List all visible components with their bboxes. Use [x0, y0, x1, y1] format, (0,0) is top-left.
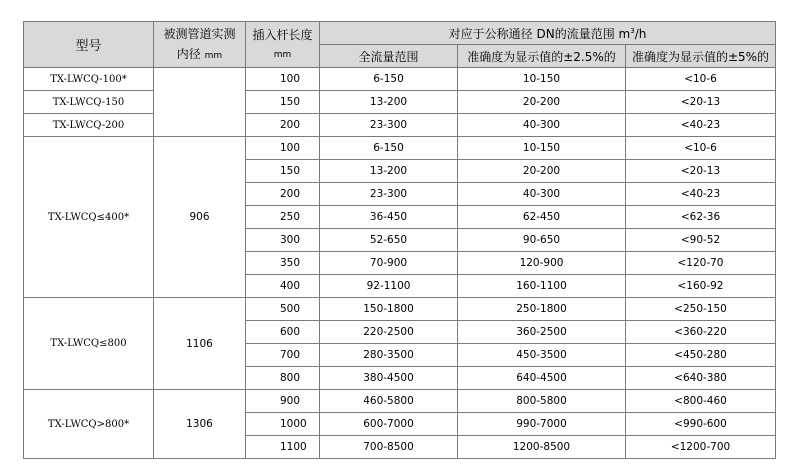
- range-25-cell: 120-900: [458, 252, 626, 275]
- header-insert-unit: mm: [273, 49, 292, 60]
- diameter-cell: 200: [246, 183, 320, 206]
- range-25-cell: 10-150: [458, 68, 626, 91]
- insert-length-cell: 906: [154, 137, 246, 298]
- range-25-cell: 250-1800: [458, 298, 626, 321]
- diameter-cell: 150: [246, 91, 320, 114]
- range-25-cell: 90-650: [458, 229, 626, 252]
- header-full-range-label: 全流量范围: [358, 49, 419, 64]
- range-5-cell: <640-380: [626, 367, 776, 390]
- diameter-cell: 1100: [246, 436, 320, 459]
- header-full-range: [320, 45, 458, 68]
- header-model: [24, 22, 154, 68]
- table-row: [24, 91, 776, 114]
- range-5-cell: <20-13: [626, 160, 776, 183]
- full-range-cell: 460-5800: [320, 390, 458, 413]
- range-5-cell: <120-70: [626, 252, 776, 275]
- table-body: [24, 68, 776, 459]
- table-row: [24, 114, 776, 137]
- range-25-cell: 10-150: [458, 137, 626, 160]
- range-5-cell: <10-6: [626, 137, 776, 160]
- full-range-cell: 600-7000: [320, 413, 458, 436]
- header-insert-line1: 插入杆长度: [252, 27, 313, 42]
- full-range-cell: 13-200: [320, 160, 458, 183]
- range-25-cell: 800-5800: [458, 390, 626, 413]
- full-range-cell: 13-200: [320, 91, 458, 114]
- header-flow-group: [320, 22, 776, 45]
- header-range-5: [626, 45, 776, 68]
- model-cell: TX-LWCQ-150: [24, 91, 154, 114]
- full-range-cell: 70-900: [320, 252, 458, 275]
- range-5-cell: <40-23: [626, 183, 776, 206]
- range-25-cell: 40-300: [458, 183, 626, 206]
- diameter-cell: 150: [246, 160, 320, 183]
- diameter-cell: 100: [246, 68, 320, 91]
- diameter-cell: 500: [246, 298, 320, 321]
- diameter-cell: 900: [246, 390, 320, 413]
- range-25-cell: 160-1100: [458, 275, 626, 298]
- full-range-cell: 23-300: [320, 114, 458, 137]
- diameter-cell: 100: [246, 137, 320, 160]
- range-25-cell: 990-7000: [458, 413, 626, 436]
- range-25-cell: 20-200: [458, 160, 626, 183]
- table-row: [24, 68, 776, 91]
- header-model-label: 型号: [75, 39, 102, 54]
- diameter-cell: 250: [246, 206, 320, 229]
- diameter-cell: 700: [246, 344, 320, 367]
- full-range-cell: 280-3500: [320, 344, 458, 367]
- header-flow-group-suffix: /h: [634, 26, 647, 41]
- range-25-cell: 1200-8500: [458, 436, 626, 459]
- range-5-cell: <250-150: [626, 298, 776, 321]
- range-25-cell: 62-450: [458, 206, 626, 229]
- range-25-cell: 40-300: [458, 114, 626, 137]
- full-range-cell: 36-450: [320, 206, 458, 229]
- model-cell: TX-LWCQ≤800: [24, 298, 154, 390]
- header-range-25: [458, 45, 626, 68]
- range-25-cell: 450-3500: [458, 344, 626, 367]
- diameter-cell: 200: [246, 114, 320, 137]
- range-5-cell: <10-6: [626, 68, 776, 91]
- header-insert-length: [246, 22, 320, 68]
- range-5-cell: <20-13: [626, 91, 776, 114]
- range-25-cell: 640-4500: [458, 367, 626, 390]
- insert-length-cell: 1106: [154, 298, 246, 390]
- header-range-25-label: 准确度为显示值的±2.5%的: [467, 49, 616, 64]
- diameter-cell: 400: [246, 275, 320, 298]
- range-5-cell: <360-220: [626, 321, 776, 344]
- insert-length-cell: [154, 68, 246, 137]
- full-range-cell: 150-1800: [320, 298, 458, 321]
- insert-length-cell: 1306: [154, 390, 246, 459]
- range-5-cell: <160-92: [626, 275, 776, 298]
- header-range-5-label: 准确度为显示值的±5%的: [631, 49, 770, 64]
- flow-spec-table: [23, 21, 776, 459]
- full-range-cell: 220-2500: [320, 321, 458, 344]
- range-5-cell: <990-600: [626, 413, 776, 436]
- table-row: [24, 137, 776, 160]
- range-5-cell: <800-460: [626, 390, 776, 413]
- full-range-cell: 700-8500: [320, 436, 458, 459]
- table-row: [24, 390, 776, 413]
- header-flow-group-sup: 3: [630, 26, 635, 35]
- model-cell: TX-LWCQ-100*: [24, 68, 154, 91]
- full-range-cell: 52-650: [320, 229, 458, 252]
- table-row: [24, 298, 776, 321]
- header-flow-group-text: 对应于公称通径 DN的流量范围 m: [448, 26, 631, 41]
- full-range-cell: 6-150: [320, 68, 458, 91]
- range-5-cell: <62-36: [626, 206, 776, 229]
- diameter-cell: 600: [246, 321, 320, 344]
- header-diameter-unit: mm: [204, 50, 223, 61]
- diameter-cell: 350: [246, 252, 320, 275]
- diameter-cell: 800: [246, 367, 320, 390]
- full-range-cell: 92-1100: [320, 275, 458, 298]
- full-range-cell: 380-4500: [320, 367, 458, 390]
- range-5-cell: <90-52: [626, 229, 776, 252]
- header-diameter: [154, 22, 246, 68]
- table-header: [24, 22, 776, 68]
- model-cell: TX-LWCQ>800*: [24, 390, 154, 459]
- model-cell: TX-LWCQ-200: [24, 114, 154, 137]
- full-range-cell: 23-300: [320, 183, 458, 206]
- full-range-cell: 6-150: [320, 137, 458, 160]
- header-diameter-line1: 被测管道实测: [163, 26, 236, 41]
- range-5-cell: <450-280: [626, 344, 776, 367]
- range-25-cell: 360-2500: [458, 321, 626, 344]
- diameter-cell: 300: [246, 229, 320, 252]
- diameter-cell: 1000: [246, 413, 320, 436]
- header-diameter-line2: 内径: [176, 46, 201, 61]
- range-25-cell: 20-200: [458, 91, 626, 114]
- range-5-cell: <1200-700: [626, 436, 776, 459]
- range-5-cell: <40-23: [626, 114, 776, 137]
- model-cell: TX-LWCQ≤400*: [24, 137, 154, 298]
